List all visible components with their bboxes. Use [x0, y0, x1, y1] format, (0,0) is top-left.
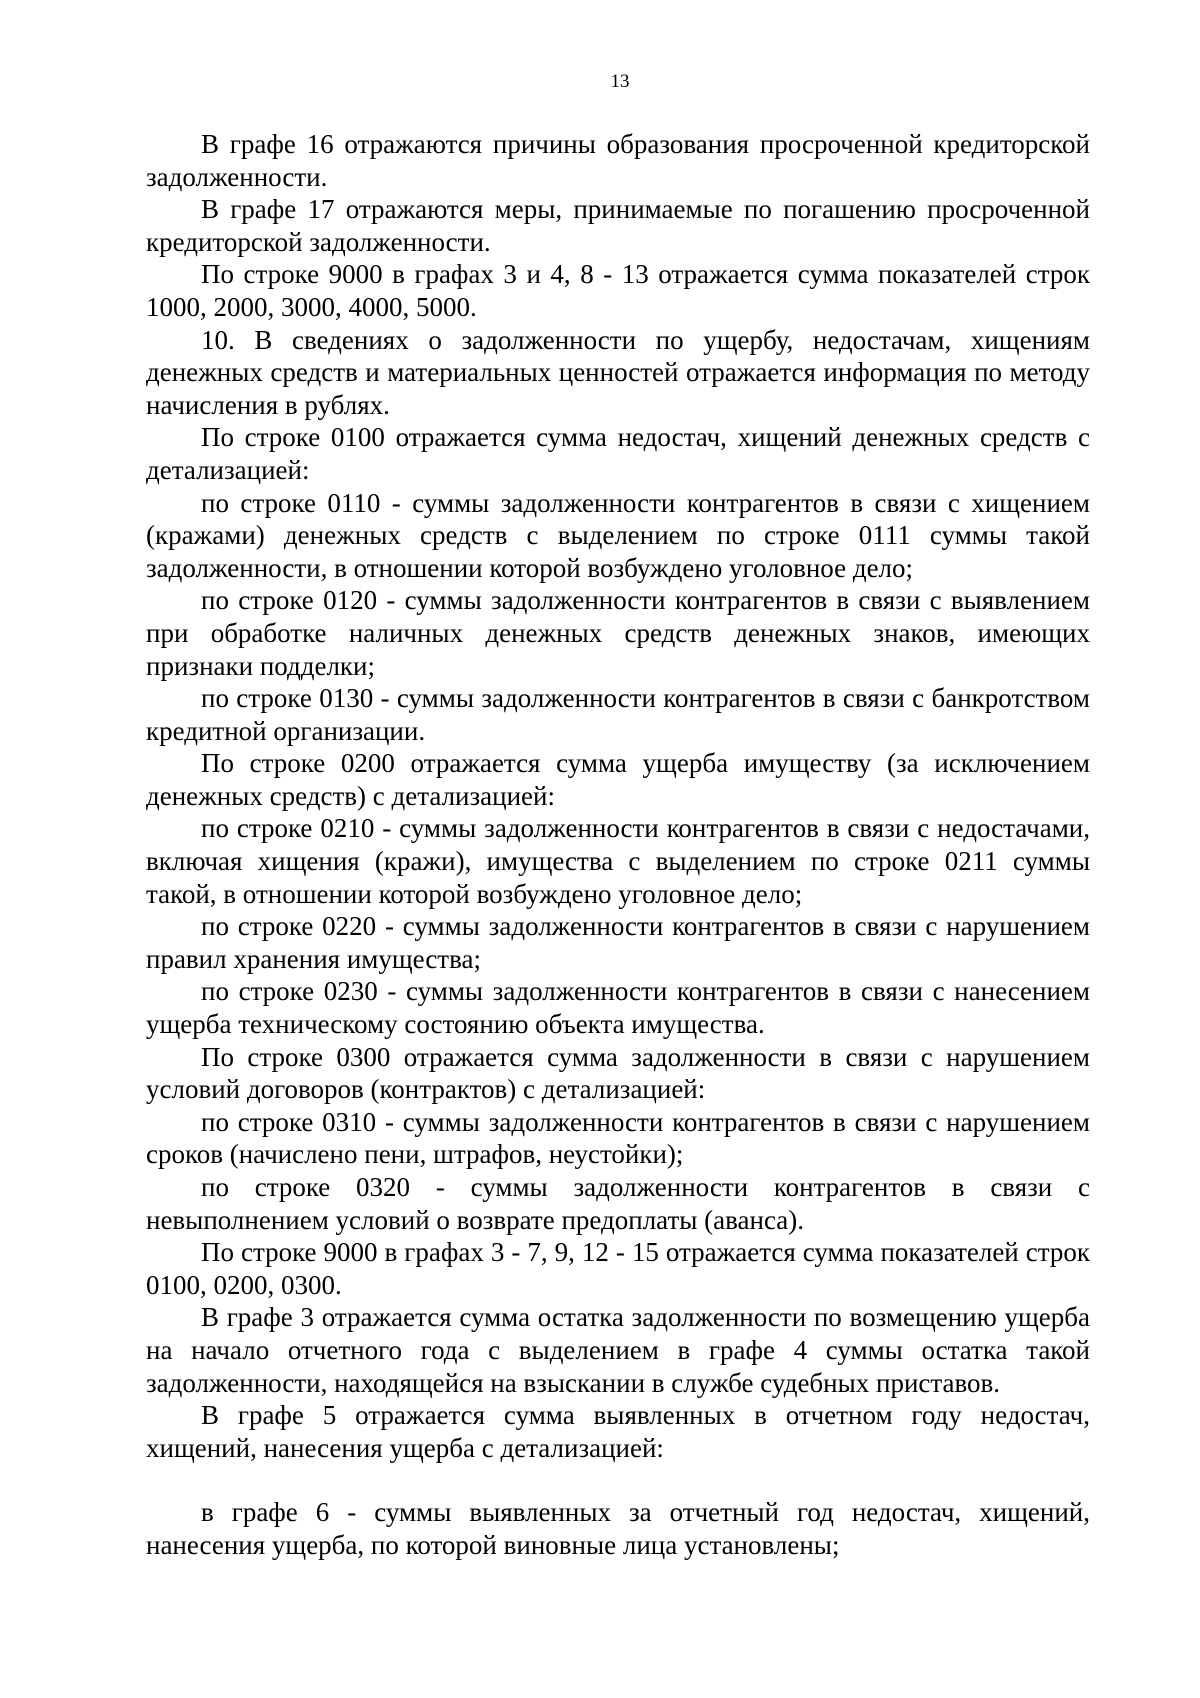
paragraph: в графе 6 - суммы выявленных за отчетный год недостач, хищений, нанесения ущерба, по которой виновные лица установлены;	[146, 1497, 1090, 1560]
paragraph: По строке 9000 в графах 3 и 4, 8 - 13 отражается сумма показателей строк 1000, 2000, 3000, 4000, 5000.	[146, 259, 1090, 322]
paragraph: по строке 0210 - суммы задолженности контрагентов в связи с недостачами, включая хищения (кражи), имущества с выделением по строке 0211 суммы такой, в отношении которой возбуждено уголовное дело;	[146, 813, 1090, 909]
paragraph: 10. В сведениях о задолженности по ущербу, недостачам, хищениям денежных средств и материальных ценностей отражается информация по методу начисления в рублях.	[146, 324, 1090, 420]
paragraph: по строке 0130 - суммы задолженности контрагентов в связи с банкротством кредитной организации.	[146, 683, 1090, 746]
paragraph: По строке 0100 отражается сумма недостач, хищений денежных средств с детализацией:	[146, 422, 1090, 485]
paragraph: По строке 0300 отражается сумма задолженности в связи с нарушением условий договоров (контрактов) с детализацией:	[146, 1041, 1090, 1105]
page-number: 13	[610, 71, 630, 92]
paragraph: В графе 16 отражаются причины образования просроченной кредиторской задолженности.	[146, 129, 1090, 192]
paragraph: В графе 3 отражается сумма остатка задолженности по возмещению ущерба на начало отчетного года с выделением в графе 4 суммы остатка такой задолженности, находящейся на взыскании в службе судебных приставов.	[146, 1302, 1090, 1398]
paragraph: по строке 0110 - суммы задолженности контрагентов в связи с хищением (кражами) денежных средств с выделением по строке 0111 суммы такой задолженности, в отношении которой возбуждено уголовное дело;	[146, 487, 1090, 583]
paragraph: В графе 5 отражается сумма выявленных в отчетном году недостач, хищений, нанесения ущерба с детализацией:	[146, 1400, 1090, 1463]
paragraph: В графе 17 отражаются меры, принимаемые по погашению просроченной кредиторской задолженности.	[146, 194, 1090, 257]
paragraph: по строке 0220 - суммы задолженности контрагентов в связи с нарушением правил хранения имущества;	[146, 911, 1090, 974]
paragraph: по строке 0120 - суммы задолженности контрагентов в связи с выявлением при обработке наличных денежных средств денежных знаков, имеющих признаки подделки;	[146, 585, 1090, 681]
paragraph: по строке 0320 - суммы задолженности контрагентов в связи с невыполнением условий о возврате предоплаты (аванса).	[146, 1172, 1090, 1235]
document-body	[146, 128, 1090, 1562]
paragraph: по строке 0230 - суммы задолженности контрагентов в связи с нанесением ущерба техническому состоянию объекта имущества.	[146, 976, 1090, 1040]
paragraph: По строке 9000 в графах 3 - 7, 9, 12 - 15 отражается сумма показателей строк 0100, 0200, 0300.	[146, 1237, 1090, 1300]
paragraph: по строке 0310 - суммы задолженности контрагентов в связи с нарушением сроков (начислено пени, штрафов, неустойки);	[146, 1106, 1090, 1170]
paragraph: По строке 0200 отражается сумма ущерба имуществу (за исключением денежных средств) с детализацией:	[146, 748, 1090, 811]
